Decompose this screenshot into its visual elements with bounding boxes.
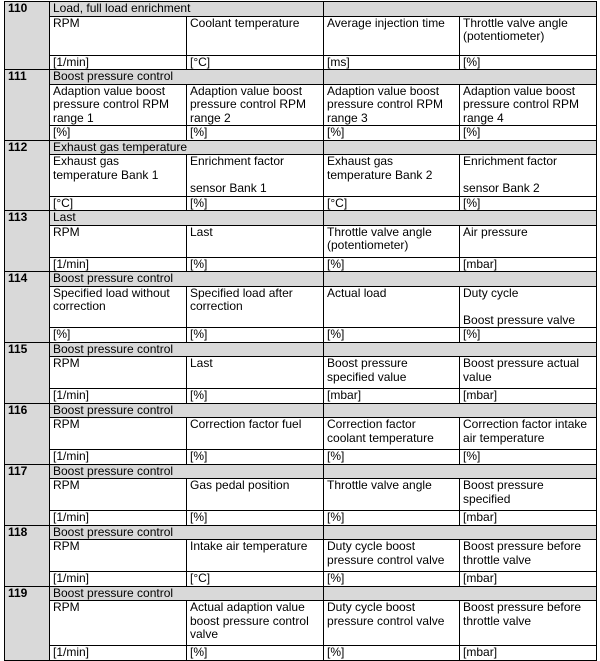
units-row (5, 389, 597, 404)
field-name-cell: Enrichment factor sensor Bank 1 (187, 155, 324, 197)
unit-cell: [ms] (324, 55, 460, 70)
units-row (5, 55, 597, 70)
units-row (5, 450, 597, 465)
group-header-row (5, 464, 597, 479)
field-name-cell: Specified load after correction (187, 286, 324, 328)
group-header-filler (324, 211, 597, 226)
unit-cell: [1/min] (50, 257, 187, 272)
group-title: Boost pressure control (50, 586, 324, 601)
field-name-cell: Gas pedal position (187, 479, 324, 511)
unit-cell: [%] (324, 257, 460, 272)
group-number: 113 (5, 211, 50, 272)
field-names-row (5, 357, 597, 389)
field-name-cell: Boost pressure specified (460, 479, 597, 511)
unit-cell: [°C] (50, 196, 187, 211)
field-name-cell: Enrichment factor sensor Bank 2 (460, 155, 597, 197)
field-name-cell: Boost pressure actual value (460, 357, 597, 389)
group-header-filler (324, 525, 597, 540)
unit-cell: [°C] (187, 55, 324, 70)
unit-cell: [1/min] (50, 511, 187, 526)
group-header-filler (324, 586, 597, 601)
field-names-row (5, 601, 597, 646)
unit-cell: [mbar] (460, 646, 597, 661)
field-name-cell: Throttle valve angle (potentiometer) (324, 225, 460, 257)
field-name-cell: Exhaust gas temperature Bank 2 (324, 155, 460, 197)
field-name-cell: RPM (50, 540, 187, 572)
group-number: 117 (5, 464, 50, 525)
group-title: Boost pressure control (50, 403, 324, 418)
unit-cell: [mbar] (460, 257, 597, 272)
group-title: Boost pressure control (50, 342, 324, 357)
unit-cell: [1/min] (50, 389, 187, 404)
unit-cell: [%] (324, 511, 460, 526)
unit-cell: [%] (187, 328, 324, 343)
field-name-cell: Specified load without correction (50, 286, 187, 328)
unit-cell: [%] (324, 450, 460, 465)
field-name-cell: RPM (50, 601, 187, 646)
group-header-row (5, 403, 597, 418)
group-header-filler (324, 272, 597, 287)
field-names-row (5, 16, 597, 55)
unit-cell: [1/min] (50, 55, 187, 70)
field-name-cell: Average injection time (324, 16, 460, 55)
unit-cell: [%] (460, 328, 597, 343)
field-names-row (5, 418, 597, 450)
unit-cell: [%] (187, 126, 324, 141)
field-name-cell: Coolant temperature (187, 16, 324, 55)
unit-cell: [%] (460, 196, 597, 211)
group-title: Boost pressure control (50, 272, 324, 287)
field-name-cell: Adaption value boost pressure control RPM range 2 (187, 84, 324, 126)
field-name-cell: Adaption value boost pressure control RPM range 4 (460, 84, 597, 126)
group-title: Boost pressure control (50, 70, 324, 85)
unit-cell: [%] (187, 196, 324, 211)
field-names-row (5, 286, 597, 328)
field-name-cell: Throttle valve angle (324, 479, 460, 511)
unit-cell: [mbar] (324, 389, 460, 404)
group-header-row (5, 525, 597, 540)
unit-cell: [%] (50, 328, 187, 343)
group-number: 116 (5, 403, 50, 464)
unit-cell: [%] (50, 126, 187, 141)
field-name-cell: RPM (50, 418, 187, 450)
group-header-row (5, 586, 597, 601)
unit-cell: [%] (187, 257, 324, 272)
unit-cell: [%] (187, 450, 324, 465)
field-name-cell: Last (187, 225, 324, 257)
unit-cell: [°C] (187, 572, 324, 587)
field-name-cell: Exhaust gas temperature Bank 1 (50, 155, 187, 197)
unit-cell: [%] (187, 511, 324, 526)
group-number: 114 (5, 272, 50, 343)
group-header-row (5, 140, 597, 155)
group-header-row (5, 2, 597, 17)
group-header-row (5, 272, 597, 287)
field-name-cell: Correction factor coolant temperature (324, 418, 460, 450)
field-name-cell: Duty cycle Boost pressure valve (460, 286, 597, 328)
field-names-row (5, 479, 597, 511)
field-name-cell: Duty cycle boost pressure control valve (324, 540, 460, 572)
unit-cell: [%] (460, 55, 597, 70)
group-title: Boost pressure control (50, 464, 324, 479)
group-header-row (5, 70, 597, 85)
group-number: 110 (5, 2, 50, 70)
field-name-cell: Air pressure (460, 225, 597, 257)
field-name-cell: Last (187, 357, 324, 389)
units-row (5, 328, 597, 343)
field-name-cell: Adaption value boost pressure control RPM range 1 (50, 84, 187, 126)
group-title: Last (50, 211, 324, 226)
unit-cell: [%] (324, 572, 460, 587)
group-number: 112 (5, 140, 50, 211)
field-name-cell: Actual adaption value boost pressure control valve (187, 601, 324, 646)
units-row (5, 511, 597, 526)
group-title: Exhaust gas temperature (50, 140, 324, 155)
group-header-filler (324, 70, 597, 85)
group-number: 119 (5, 586, 50, 660)
unit-cell: [1/min] (50, 646, 187, 661)
field-name-cell: Correction factor intake air temperature (460, 418, 597, 450)
group-title: Boost pressure control (50, 525, 324, 540)
units-row (5, 126, 597, 141)
unit-cell: [%] (460, 450, 597, 465)
group-header-filler (324, 403, 597, 418)
field-name-cell: Intake air temperature (187, 540, 324, 572)
field-names-row (5, 225, 597, 257)
unit-cell: [%] (324, 646, 460, 661)
unit-cell: [1/min] (50, 450, 187, 465)
unit-cell: [%] (460, 126, 597, 141)
field-name-cell: Duty cycle boost pressure control valve (324, 601, 460, 646)
field-name-cell: Correction factor fuel (187, 418, 324, 450)
units-row (5, 572, 597, 587)
group-number: 111 (5, 70, 50, 141)
field-name-cell: RPM (50, 16, 187, 55)
units-row (5, 257, 597, 272)
field-name-cell: Boost pressure before throttle valve (460, 540, 597, 572)
unit-cell: [%] (187, 389, 324, 404)
unit-cell: [1/min] (50, 572, 187, 587)
field-name-cell: RPM (50, 225, 187, 257)
unit-cell: [%] (187, 646, 324, 661)
field-names-row (5, 84, 597, 126)
group-header-filler (324, 464, 597, 479)
group-header-filler (324, 342, 597, 357)
group-title: Load, full load enrichment (50, 2, 324, 17)
unit-cell: [mbar] (460, 389, 597, 404)
field-name-cell: Boost pressure before throttle valve (460, 601, 597, 646)
group-number: 118 (5, 525, 50, 586)
units-row (5, 196, 597, 211)
field-names-row (5, 540, 597, 572)
unit-cell: [%] (324, 328, 460, 343)
field-name-cell: Throttle valve angle (potentiometer) (460, 16, 597, 55)
group-header-filler (324, 2, 597, 17)
field-names-row (5, 155, 597, 197)
unit-cell: [%] (324, 126, 460, 141)
unit-cell: [mbar] (460, 511, 597, 526)
field-name-cell: RPM (50, 479, 187, 511)
unit-cell: [mbar] (460, 572, 597, 587)
group-number: 115 (5, 342, 50, 403)
field-name-cell: RPM (50, 357, 187, 389)
measuring-block-table (4, 1, 597, 661)
field-name-cell: Boost pressure specified value (324, 357, 460, 389)
group-header-filler (324, 140, 597, 155)
group-header-row (5, 211, 597, 226)
field-name-cell: Actual load (324, 286, 460, 328)
group-header-row (5, 342, 597, 357)
unit-cell: [°C] (324, 196, 460, 211)
field-name-cell: Adaption value boost pressure control RPM range 3 (324, 84, 460, 126)
